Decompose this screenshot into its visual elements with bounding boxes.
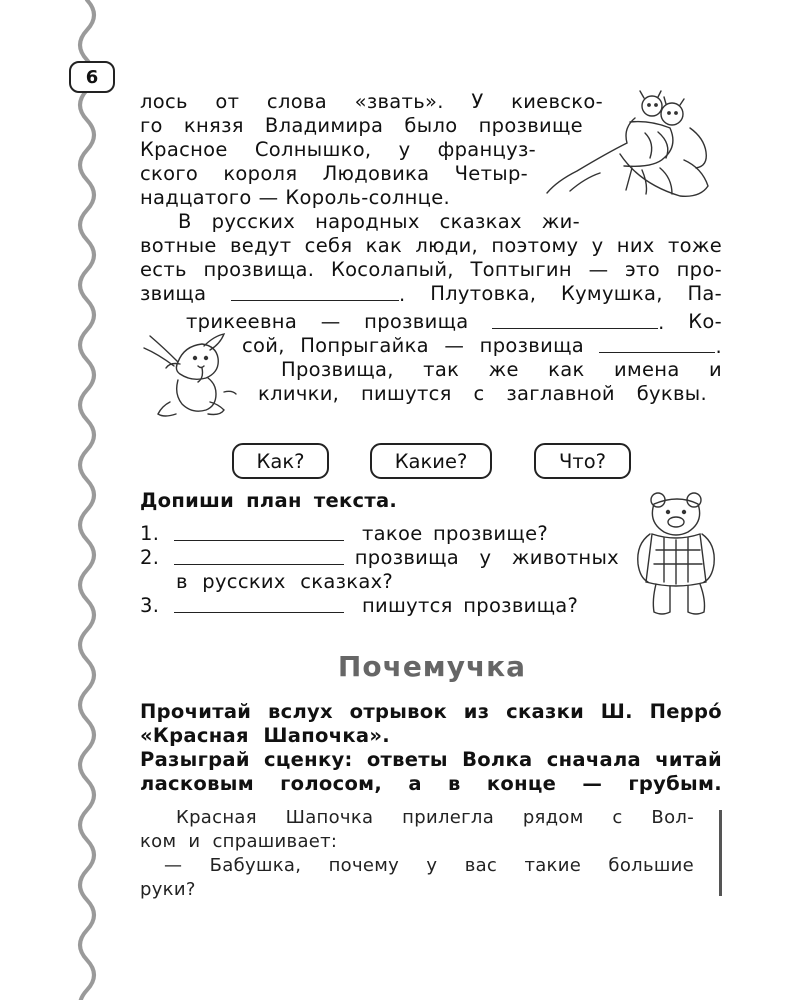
text-line-4 [140,162,528,186]
word: сначала [546,748,642,771]
word: вотные [140,234,217,257]
task-line-2 [140,724,390,748]
word: го [140,114,163,137]
word: почему [328,855,400,876]
word: а [408,772,422,795]
word: Король-солнце. [285,186,450,209]
word: Красное [140,138,228,161]
word: них [616,234,655,257]
task-line-3 [140,748,722,772]
word: Ш. [600,700,633,723]
page-number: 6 [69,61,115,93]
word: трикеевна [186,310,298,333]
word: — [444,334,465,357]
word: Людовика [322,162,430,185]
punct-dot: . [399,283,406,306]
question-word-kakie: Какие? [370,443,492,479]
word: Ко- [688,310,722,333]
word: же [488,358,519,381]
plan-blank-2[interactable] [174,546,344,565]
word: про- [676,258,722,281]
word: из [463,700,490,723]
word: себя [304,234,353,257]
word: Владимира [264,114,384,137]
word: сой, [242,334,285,357]
word: сказках [439,210,522,233]
word: Солнышко, [254,138,372,161]
story-line-2: ком и спрашивает: [140,831,338,852]
plan-title: Допиши план текста. [140,489,398,512]
question-word-kak: Как? [232,443,329,479]
word: Топтыгин [470,258,572,281]
word: Кумушка, [560,282,663,305]
word: В [178,210,192,233]
word: Красная [176,807,257,828]
answer-blank-2[interactable] [492,310,658,329]
word: Плутовка, [430,282,537,305]
word: это [625,258,660,281]
text-line-2 [140,114,583,138]
word: народных [315,210,420,233]
word: «Красная [140,724,249,747]
text-line-6 [178,210,580,234]
answer-blank-1[interactable] [231,282,399,301]
word: ласковым [140,772,254,795]
word: Шапочка [285,807,374,828]
word: буквы. [636,382,707,405]
word: с [612,807,623,828]
word: Косолапый, [330,258,454,281]
word: от [215,90,240,113]
punct-dot: . [658,311,665,334]
task-line-1 [140,700,722,724]
word: Волка [462,748,533,771]
word: и [709,358,722,381]
word: большие [608,855,694,876]
plan-blank-1[interactable] [174,522,344,541]
word: есть [140,258,187,281]
text-line-13 [258,382,707,406]
punct-dot: . [715,335,722,358]
plan-item-3: 3. пишутся прозвища? [140,594,579,617]
word: люди, [415,234,479,257]
bear-illustration [628,488,724,618]
word: князя [183,114,244,137]
plan-item-2-cont: в русских сказках? [176,570,394,593]
word: рядом [522,807,584,828]
word: Попрыгайка [300,334,429,357]
word: прозвища [479,334,584,357]
word: ского [140,162,199,185]
plan-item-2: 2. прозвища у животных [140,546,619,569]
word: короля [223,162,298,185]
word: — [588,258,609,281]
task-line-4 [140,772,722,796]
hare-illustration [140,332,240,420]
text-line-1 [140,90,603,114]
word: голосом, [280,772,383,795]
text-line-5 [140,186,450,210]
word: жи- [541,210,580,233]
word: вслух [267,700,333,723]
word: слова [266,90,327,113]
word: как [365,234,403,257]
word: русских [211,210,296,233]
word: Шапочка». [263,724,390,747]
word: заглавной [506,382,615,405]
word: У [471,90,484,113]
word: конце [486,772,557,795]
text-line-10 [186,310,722,335]
story-line-4: руки? [140,879,196,900]
story-line-1 [176,806,694,830]
text-line-9 [140,282,722,307]
word: француз- [437,138,536,161]
word: у [398,138,411,161]
word: тоже [667,234,722,257]
word: Прочитай [140,700,252,723]
text-line-11 [242,334,722,359]
word: — [258,186,279,209]
excerpt-margin-bar [719,810,722,896]
word: звища [140,282,207,305]
word: имена [614,358,680,381]
word: Четыр- [454,162,528,185]
word: ответы [366,748,448,771]
text-line-3 [140,138,536,162]
word: клички, [258,382,340,405]
word: Разыграй [140,748,250,771]
word: такие [524,855,582,876]
section-title: Почемучка [337,650,527,683]
word: сказки [506,700,585,723]
word: лось [140,90,188,113]
plan-item-1: 1. такое прозвище? [140,522,549,545]
word: пишутся [361,382,452,405]
answer-blank-3[interactable] [599,334,715,353]
word: сценку: [264,748,353,771]
wavy-border [62,0,112,1000]
word: Бабушка, [209,855,302,876]
text-line-12 [281,358,722,382]
story-line-3 [164,854,694,878]
word: — [164,855,183,876]
word: прилегла [402,807,495,828]
dancing-animals-illustration [540,88,720,203]
word: вас [464,855,498,876]
word: ведут [230,234,292,257]
plan-blank-3[interactable] [174,594,344,613]
word: грубым. [628,772,722,795]
word: так [423,358,460,381]
word: — [320,310,341,333]
word: прозвища [364,310,469,333]
word: поэтому [491,234,579,257]
word: было [404,114,458,137]
word: Па- [687,282,722,305]
word: у [426,855,438,876]
word: Прозвища, [281,358,394,381]
question-word-chto: Что? [534,443,631,479]
word: прозвища. [203,258,315,281]
word: у [591,234,604,257]
word: киевско- [511,90,603,113]
word: с [473,382,485,405]
word: — [582,772,603,795]
word: Перро́ [649,700,722,723]
text-line-8 [140,258,722,282]
word: «звать». [354,90,444,113]
word: отрывок [349,700,448,723]
word: читай [655,748,722,771]
text-line-7 [140,234,722,258]
word: надцатого [140,186,252,209]
word: прозвище [478,114,583,137]
word: Вол- [651,807,694,828]
word: в [448,772,461,795]
word: как [548,358,585,381]
